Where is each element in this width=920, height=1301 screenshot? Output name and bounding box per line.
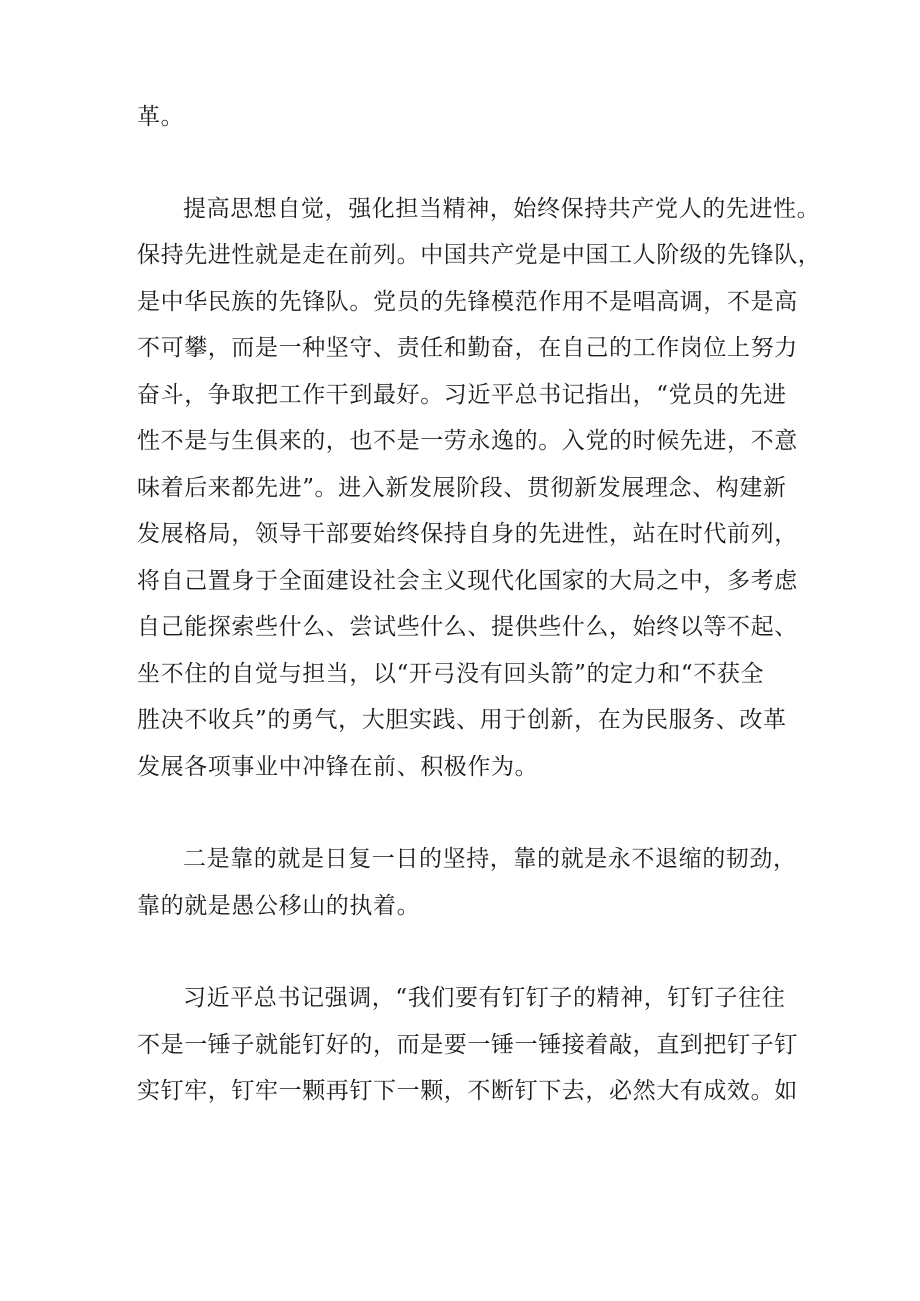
text-line: 发展格局，领导干部要始终保持自身的先进性，站在时代前列， (137, 521, 798, 547)
text-line: 自己能探索些什么、尝试些什么、提供些什么，始终以等不起、 (137, 614, 798, 640)
text-line: 靠的就是愚公移山的执着。 (137, 893, 421, 919)
text-line: 不是一锤子就能钉好的，而是要一锤一锤接着敲，直到把钉子钉 (137, 1032, 798, 1058)
text-line: 习近平总书记强调，“我们要有钉钉子的精神，钉钉子往往 (183, 985, 786, 1011)
text-line: 提高思想自觉，强化担当精神，始终保持共产党人的先进性。 (183, 196, 821, 222)
text-line: 胜决不收兵”的勇气，大胆实践、用于创新，在为民服务、改革 (137, 707, 787, 733)
text-line: 发展各项事业中冲锋在前、积极作为。 (137, 754, 539, 780)
text-line: 是中华民族的先锋队。党员的先锋模范作用不是唱高调，不是高 (137, 289, 798, 315)
text-line: 坐不住的自觉与担当，以“开弓没有回头箭”的定力和“不获全 (137, 661, 765, 687)
text-line: 不可攀，而是一种坚守、责任和勤奋，在自己的工作岗位上努力 (137, 335, 798, 361)
text-line: 二是靠的就是日复一日的坚持，靠的就是永不退缩的韧劲， (183, 846, 797, 872)
text-line: 味着后来都先进”。进入新发展阶段、贯彻新发展理念、构建新 (137, 475, 787, 501)
text-line: 保持先进性就是走在前列。中国共产党是中国工人阶级的先锋队， (137, 242, 822, 268)
text-line: 实钉牢，钉牢一颗再钉下一颗，不断钉下去，必然大有成效。如 (137, 1078, 798, 1104)
text-line: 性不是与生俱来的，也不是一劳永逸的。入党的时候先进，不意 (137, 428, 798, 454)
text-line: 奋斗，争取把工作干到最好。习近平总书记指出，“党员的先进 (137, 382, 787, 408)
text-line: 革。 (137, 104, 185, 130)
text-line: 将自己置身于全面建设社会主义现代化国家的大局之中，多考虑 (137, 568, 798, 594)
